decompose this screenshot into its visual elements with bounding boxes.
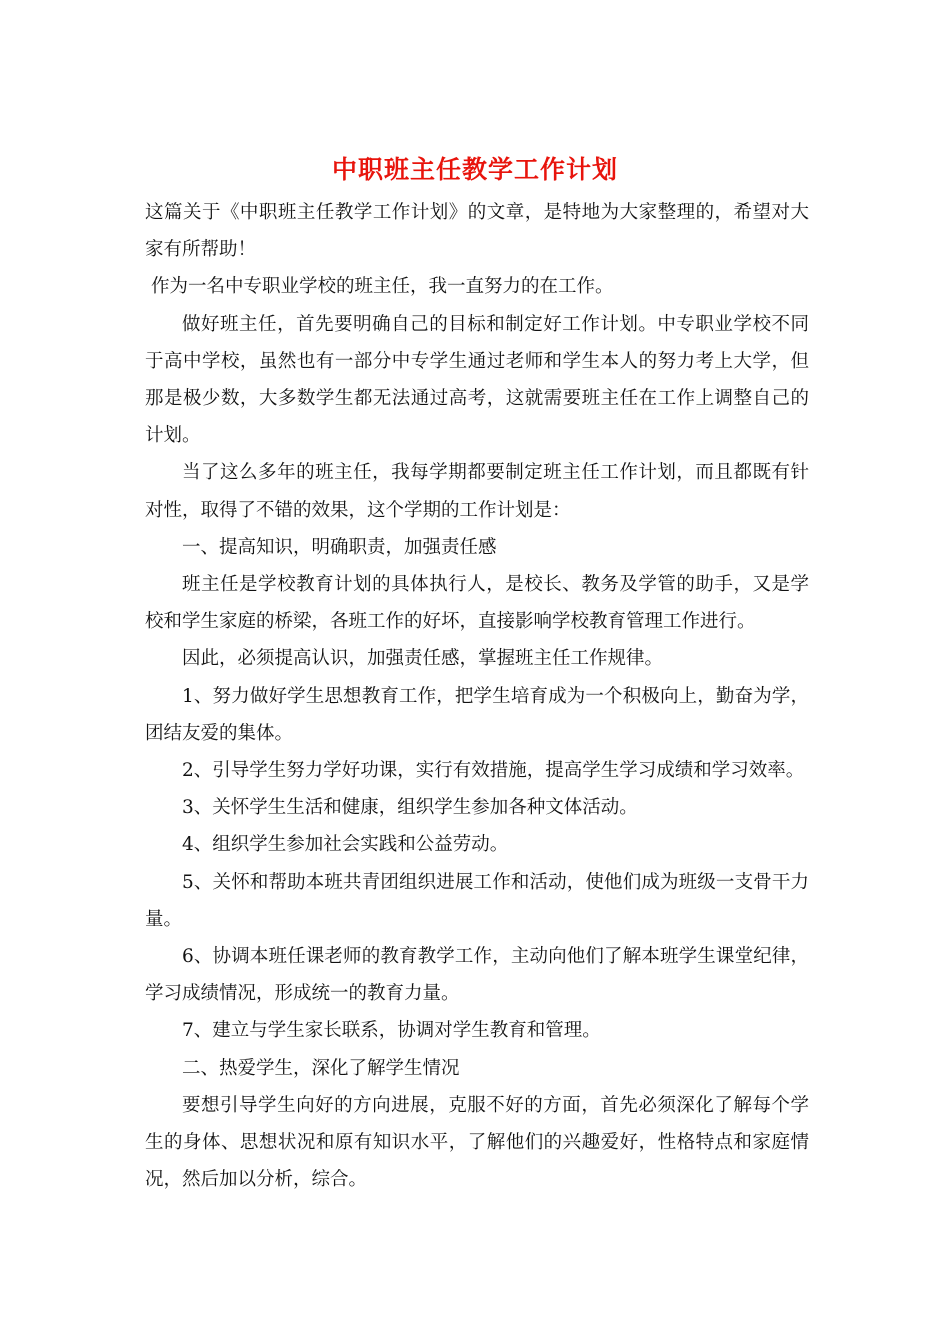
body-paragraph: 要想引导学生向好的方向进展，克服不好的方面，首先必须深化了解每个学生的身体、思想状况和原有知识水平，了解他们的兴趣爱好，性格特点和家庭情况，然后加以分析，综合。 [145,1094,809,1191]
body-paragraph: 做好班主任，首先要明确自己的目标和制定好工作计划。中专职业学校不同于高中学校，虽然也有一部分中专学生通过老师和学生本人的努力考上大学，但那是极少数，大多数学生都无法通过高考，这就需要班主任在工作上调整自己的计划。 [145,313,809,447]
intro-paragraph: 这篇关于《中职班主任教学工作计划》的文章，是特地为大家整理的，希望对大家有所帮助！ [145,202,809,261]
document-title: 中职班主任教学工作计划 [331,155,618,184]
section-heading: 一、提高知识，明确职责，加强责任感 [182,536,497,558]
list-item: 2、引导学生努力学好功课，实行有效措施，提高学生学习成绩和学习效率。 [182,760,805,782]
opening-paragraph: 作为一名中专职业学校的班主任，我一直努力的在工作。 [151,276,614,298]
list-item: 4、组织学生参加社会实践和公益劳动。 [182,834,509,856]
document-body [145,194,809,1198]
body-paragraph: 因此，必须提高认识，加强责任感，掌握班主任工作规律。 [182,648,664,670]
list-item: 1、努力做好学生思想教育工作，把学生培育成为一个积极向上，勤奋为学，团结友爱的集体。 [145,685,809,744]
body-paragraph: 班主任是学校教育计划的具体执行人，是校长、教务及学管的助手，又是学校和学生家庭的桥梁，各班工作的好坏，直接影响学校教育管理工作进行。 [145,574,809,633]
body-paragraph: 当了这么多年的班主任，我每学期都要制定班主任工作计划，而且都既有针对性，取得了不错的效果，这个学期的工作计划是： [145,462,809,521]
list-item: 6、协调本班任课老师的教育教学工作，主动向他们了解本班学生课堂纪律，学习成绩情况，形成统一的教育力量。 [145,946,809,1005]
section-heading: 二、热爱学生，深化了解学生情况 [182,1057,460,1079]
list-item: 3、关怀学生生活和健康，组织学生参加各种文体活动。 [182,797,638,819]
list-item: 5、关怀和帮助本班共青团组织进展工作和活动，使他们成为班级一支骨干力量。 [145,871,809,930]
list-item: 7、建立与学生家长联系，协调对学生教育和管理。 [182,1020,601,1042]
